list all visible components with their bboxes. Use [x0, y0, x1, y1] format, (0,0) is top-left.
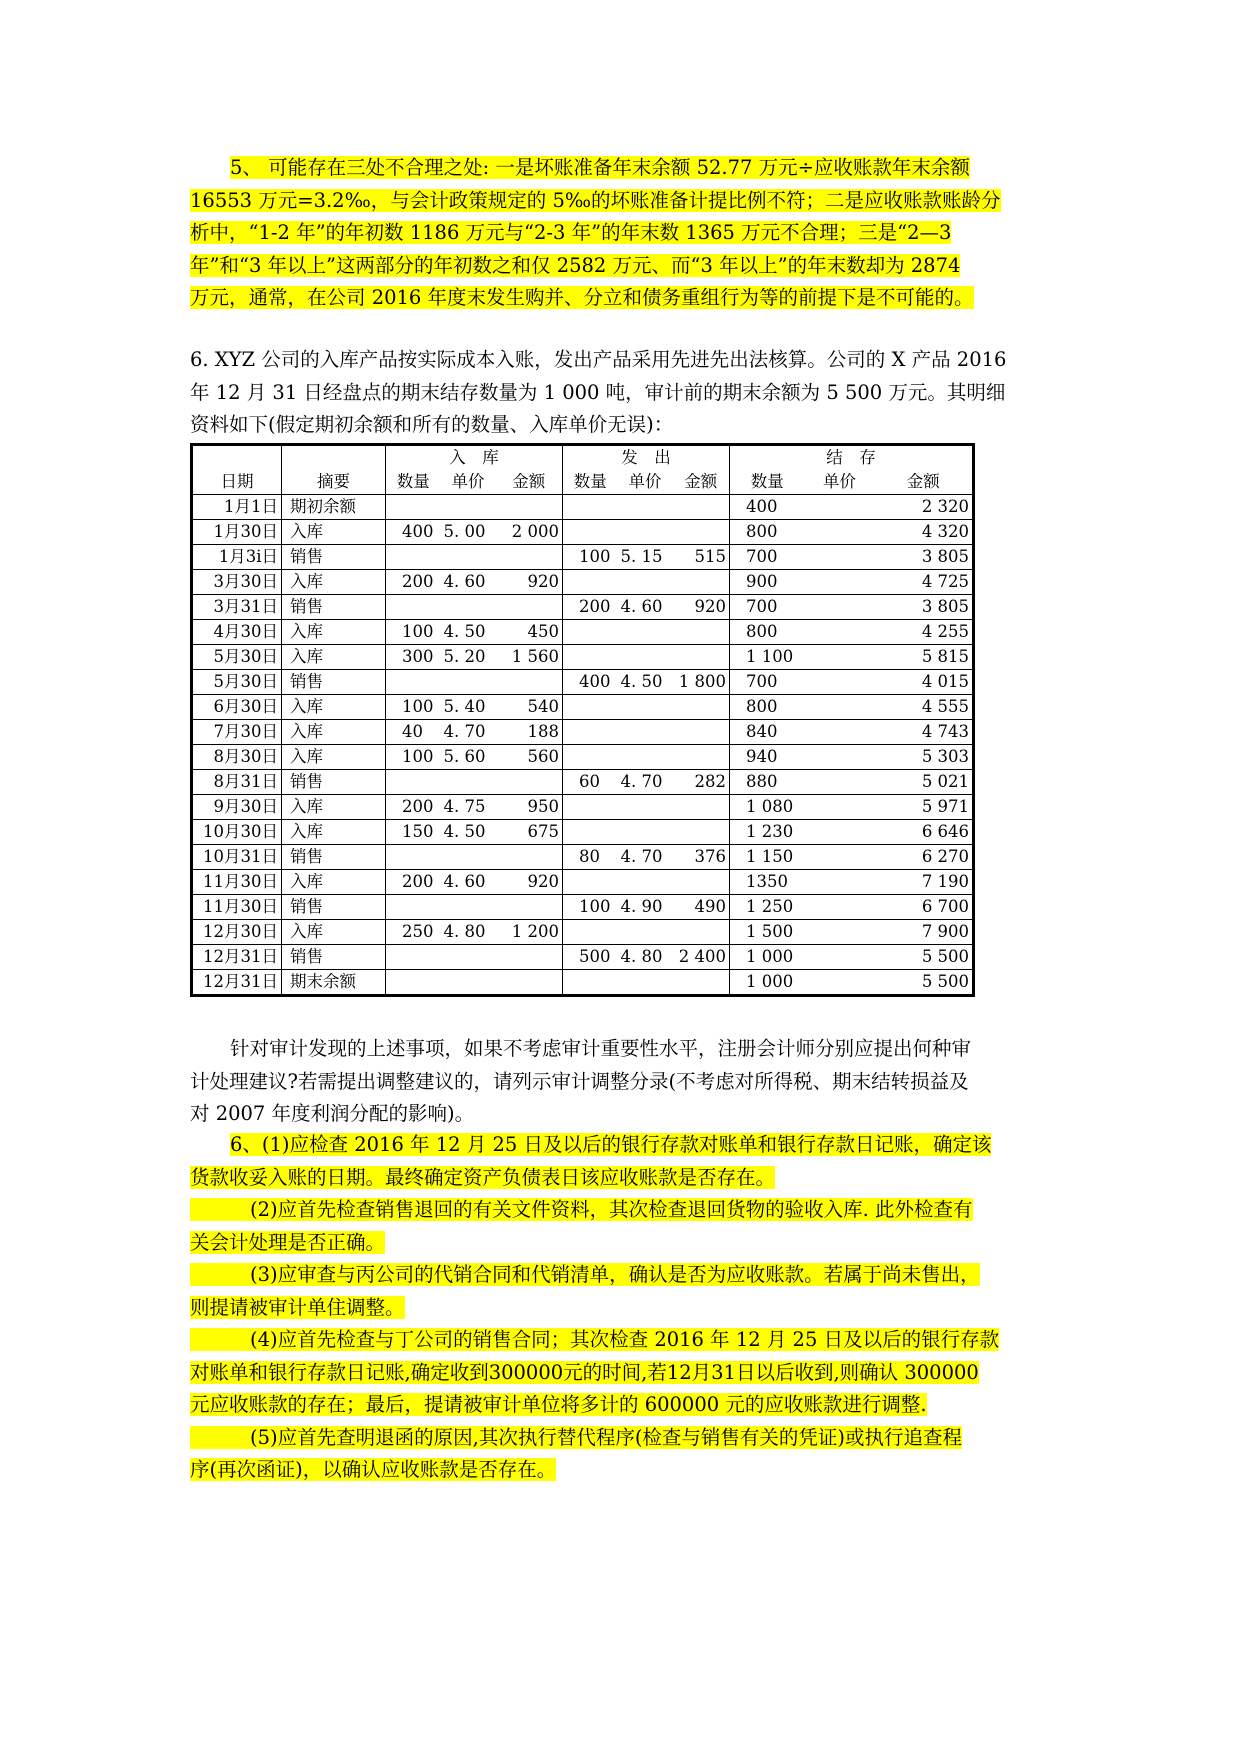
- table-cell: 12月31日: [192, 945, 282, 970]
- table-cell: [441, 495, 496, 520]
- table-cell: 5 500: [875, 945, 974, 970]
- table-cell: [673, 695, 730, 720]
- table-cell: 4. 80: [441, 920, 496, 945]
- table-row: [192, 945, 974, 970]
- table-cell: 5 500: [875, 970, 974, 996]
- table-cell: 入库: [282, 570, 386, 595]
- table-row: [192, 970, 974, 996]
- table-cell: 入库: [282, 645, 386, 670]
- answer-5-line: 析中，“1-2 年”的年初数 1186 万元与“2-3 年”的年末数 1365 万元不合理；三是“2—3: [190, 221, 952, 244]
- table-cell: 400: [730, 495, 805, 520]
- table-cell: [673, 745, 730, 770]
- table-cell: 4 725: [875, 570, 974, 595]
- table-cell: 9月30日: [192, 795, 282, 820]
- table-cell: 920: [496, 570, 563, 595]
- answer-6-line: (5)应首先查明退函的原因,其次执行替代程序(检查与销售有关的凭证)或执行追查程: [190, 1426, 962, 1449]
- table-cell: 4. 70: [618, 845, 673, 870]
- table-cell: 540: [496, 695, 563, 720]
- table-cell: [441, 595, 496, 620]
- table-cell: 40: [386, 720, 441, 745]
- table-cell: 900: [730, 570, 805, 595]
- group-header-out: 发 出: [563, 445, 730, 471]
- answer-6-line: (4)应首先检查与丁公司的销售合同；其次检查 2016 年 12 月 25 日及以后的银行存款: [190, 1328, 999, 1351]
- table-row: [192, 770, 974, 795]
- table-cell: 4. 90: [618, 895, 673, 920]
- table-row: [192, 845, 974, 870]
- table-cell: [805, 920, 875, 945]
- table-cell: 700: [730, 670, 805, 695]
- table-cell: [673, 820, 730, 845]
- table-cell: [441, 770, 496, 795]
- table-cell: [805, 595, 875, 620]
- table-cell: 490: [673, 895, 730, 920]
- table-row: [192, 520, 974, 545]
- table-cell: [673, 870, 730, 895]
- table-cell: [496, 595, 563, 620]
- table-cell: [673, 570, 730, 595]
- table-row: [192, 895, 974, 920]
- table-cell: 6 270: [875, 845, 974, 870]
- group-header-balance: 结 存: [730, 445, 974, 471]
- table-cell: 700: [730, 595, 805, 620]
- answer-5-line: 16553 万元=3.2‰，与会计政策规定的 5‰的坏账准备计提比例不符；二是应收账款账龄分: [190, 188, 1001, 212]
- table-cell: [618, 745, 673, 770]
- answer-6-line: (3)应审查与丙公司的代销合同和代销清单，确认是否为应收账款。若属于尚未售出，: [190, 1263, 980, 1286]
- table-cell: 1 100: [730, 645, 805, 670]
- table-cell: [563, 495, 618, 520]
- table-cell: [805, 670, 875, 695]
- table-cell: [563, 970, 618, 996]
- answer-6-line: 货款收妥入账的日期。最终确定资产负债表日该应收账款是否存在。: [190, 1165, 776, 1189]
- table-cell: [496, 970, 563, 996]
- table-cell: 入库: [282, 920, 386, 945]
- table-cell: [805, 520, 875, 545]
- table-cell: [805, 645, 875, 670]
- table-cell: 1月30日: [192, 520, 282, 545]
- table-cell: [441, 895, 496, 920]
- table-cell: 4 555: [875, 695, 974, 720]
- table-cell: [805, 795, 875, 820]
- table-cell: [563, 820, 618, 845]
- table-cell: 12月31日: [192, 970, 282, 996]
- table-cell: 4 015: [875, 670, 974, 695]
- answer-5-line: 年”和“3 年以上”这两部分的年初数之和仅 2582 万元、而“3 年以上”的年末数却为 2874: [190, 253, 961, 277]
- table-cell: 60: [563, 770, 618, 795]
- column-header: 单价: [805, 470, 875, 495]
- table-cell: [563, 645, 618, 670]
- table-cell: 销售: [282, 595, 386, 620]
- table-cell: 1 230: [730, 820, 805, 845]
- table-cell: 5. 15: [618, 545, 673, 570]
- answer-6-line: (2)应首先检查销售退回的有关文件资料，其次检查退回货物的验收入库. 此外检查有: [190, 1198, 973, 1221]
- table-cell: 300: [386, 645, 441, 670]
- table-cell: [563, 920, 618, 945]
- table-cell: 1月3i日: [192, 545, 282, 570]
- column-header: 数量: [730, 470, 805, 495]
- table-row: [192, 795, 974, 820]
- question-6-tail-line: 针对审计发现的上述事项，如果不考虑审计重要性水平，注册会计师分别应提出何种审: [230, 1037, 972, 1060]
- question-6-paragraph: [190, 344, 1060, 442]
- table-cell: [805, 895, 875, 920]
- table-row: [192, 870, 974, 895]
- table-cell: 5月30日: [192, 670, 282, 695]
- table-cell: [496, 845, 563, 870]
- table-cell: [805, 745, 875, 770]
- answer-6-paragraph: [190, 1129, 1060, 1487]
- table-cell: 4. 70: [441, 720, 496, 745]
- table-cell: [618, 495, 673, 520]
- table-cell: 销售: [282, 845, 386, 870]
- table-cell: 4. 60: [441, 570, 496, 595]
- table-cell: 675: [496, 820, 563, 845]
- table-cell: 4 320: [875, 520, 974, 545]
- table-cell: [441, 845, 496, 870]
- table-cell: [618, 870, 673, 895]
- table-cell: [618, 645, 673, 670]
- table-cell: [805, 720, 875, 745]
- table-cell: 100: [386, 695, 441, 720]
- table-row: [192, 645, 974, 670]
- table-cell: 1 000: [730, 945, 805, 970]
- table-cell: 5. 00: [441, 520, 496, 545]
- table-cell: 376: [673, 845, 730, 870]
- table-cell: [618, 970, 673, 996]
- table-sub-header-row: [192, 470, 974, 495]
- question-6-instructions: [190, 1033, 1060, 1131]
- table-cell: 入库: [282, 795, 386, 820]
- table-cell: [673, 495, 730, 520]
- table-cell: 515: [673, 545, 730, 570]
- table-cell: [386, 770, 441, 795]
- table-row: [192, 545, 974, 570]
- table-cell: 700: [730, 545, 805, 570]
- table-cell: [673, 520, 730, 545]
- answer-5-paragraph: [190, 152, 1060, 315]
- table-cell: 1 200: [496, 920, 563, 945]
- table-row: [192, 595, 974, 620]
- table-cell: [496, 545, 563, 570]
- table-row: [192, 745, 974, 770]
- table-cell: 销售: [282, 770, 386, 795]
- table-row: [192, 620, 974, 645]
- column-header: 摘要: [282, 470, 386, 495]
- table-cell: 950: [496, 795, 563, 820]
- table-cell: 200: [386, 570, 441, 595]
- column-header: 数量: [386, 470, 441, 495]
- table-cell: [386, 545, 441, 570]
- table-cell: 6月30日: [192, 695, 282, 720]
- table-cell: 800: [730, 695, 805, 720]
- table-cell: 4. 70: [618, 770, 673, 795]
- table-cell: 8月31日: [192, 770, 282, 795]
- table-cell: 1 150: [730, 845, 805, 870]
- table-cell: [805, 695, 875, 720]
- table-cell: [805, 970, 875, 996]
- table-cell: 1 560: [496, 645, 563, 670]
- table-cell: 12月30日: [192, 920, 282, 945]
- table-cell: 6 646: [875, 820, 974, 845]
- table-cell: 840: [730, 720, 805, 745]
- table-cell: [496, 895, 563, 920]
- table-cell: [563, 570, 618, 595]
- table-cell: 2 320: [875, 495, 974, 520]
- table-cell: 1350: [730, 870, 805, 895]
- table-cell: 4 743: [875, 720, 974, 745]
- table-cell: [386, 595, 441, 620]
- table-cell: 940: [730, 745, 805, 770]
- table-cell: [496, 945, 563, 970]
- answer-5-line: 5、 可能存在三处不合理之处: 一是坏账准备年末余额 52.77 万元÷应收账款年末余额: [230, 156, 970, 179]
- table-cell: 入库: [282, 820, 386, 845]
- table-cell: 5 815: [875, 645, 974, 670]
- question-6-line: 年 12 月 31 日经盘点的期末结存数量为 1 000 吨，审计前的期末余额为 5 500 万元。其明细: [190, 380, 1006, 404]
- table-body: [192, 495, 974, 996]
- table-cell: 4. 60: [441, 870, 496, 895]
- table-cell: 920: [496, 870, 563, 895]
- table-group-header-row: [192, 445, 974, 471]
- table-cell: 920: [673, 595, 730, 620]
- table-cell: 4. 75: [441, 795, 496, 820]
- table-cell: 1 080: [730, 795, 805, 820]
- table-cell: 入库: [282, 745, 386, 770]
- table-cell: 7 900: [875, 920, 974, 945]
- table-cell: [496, 495, 563, 520]
- table-cell: 期末余额: [282, 970, 386, 996]
- table-cell: 200: [386, 795, 441, 820]
- table-cell: [563, 695, 618, 720]
- table-cell: 5月30日: [192, 645, 282, 670]
- table-cell: [618, 795, 673, 820]
- table-cell: [441, 945, 496, 970]
- table-cell: 7月30日: [192, 720, 282, 745]
- table-cell: [805, 845, 875, 870]
- table-cell: [496, 670, 563, 695]
- column-header: 数量: [563, 470, 618, 495]
- table-row: [192, 695, 974, 720]
- table-cell: 11月30日: [192, 895, 282, 920]
- table-row: [192, 920, 974, 945]
- table-cell: 5. 40: [441, 695, 496, 720]
- table-cell: 10月31日: [192, 845, 282, 870]
- question-6-tail-line: 计处理建议?若需提出调整建议的，请列示审计调整分录(不考虑对所得税、期末结转损益及: [190, 1069, 969, 1093]
- column-header: 单价: [441, 470, 496, 495]
- table-cell: [618, 720, 673, 745]
- table-cell: 5. 60: [441, 745, 496, 770]
- table-cell: 2 400: [673, 945, 730, 970]
- table-cell: 800: [730, 620, 805, 645]
- question-6-tail-line: 对 2007 年度利润分配的影响)。: [190, 1102, 475, 1125]
- table-cell: [673, 970, 730, 996]
- table-cell: 10月30日: [192, 820, 282, 845]
- table-cell: [618, 920, 673, 945]
- table-row: [192, 820, 974, 845]
- answer-5-line: 万元，通常，在公司 2016 年度末发生购并、分立和债务重组行为等的前提下是不可能的。: [190, 286, 974, 309]
- table-cell: 期初余额: [282, 495, 386, 520]
- column-header: 日期: [192, 470, 282, 495]
- table-cell: 6 700: [875, 895, 974, 920]
- question-6-line: 资料如下(假定期初余额和所有的数量、入库单价无误)：: [190, 413, 674, 436]
- answer-6-line: 序(再次函证)，以确认应收账款是否存在。: [190, 1458, 557, 1481]
- table-row: [192, 670, 974, 695]
- table-cell: [618, 620, 673, 645]
- table-cell: [673, 795, 730, 820]
- table-cell: 销售: [282, 895, 386, 920]
- table-cell: [563, 520, 618, 545]
- answer-6-line: 元应收账款的存在；最后，提请被审计单位将多计的 600000 元的应收账款进行调整.: [190, 1393, 927, 1416]
- table-cell: 3月30日: [192, 570, 282, 595]
- table-cell: 880: [730, 770, 805, 795]
- table-cell: 3 805: [875, 595, 974, 620]
- table-cell: 500: [563, 945, 618, 970]
- table-cell: 2 000: [496, 520, 563, 545]
- table-cell: 入库: [282, 520, 386, 545]
- table-cell: [441, 970, 496, 996]
- table-cell: 入库: [282, 720, 386, 745]
- table-cell: 4 255: [875, 620, 974, 645]
- table-cell: 4. 50: [618, 670, 673, 695]
- table-cell: [386, 895, 441, 920]
- table-cell: 3 805: [875, 545, 974, 570]
- table-cell: 100: [563, 895, 618, 920]
- table-cell: [563, 720, 618, 745]
- table-cell: 3月31日: [192, 595, 282, 620]
- table-cell: 5. 20: [441, 645, 496, 670]
- table-cell: 80: [563, 845, 618, 870]
- table-cell: 入库: [282, 695, 386, 720]
- table-cell: 800: [730, 520, 805, 545]
- table-cell: [496, 770, 563, 795]
- table-cell: [673, 720, 730, 745]
- table-cell: 5 971: [875, 795, 974, 820]
- inventory-ledger-table: [190, 443, 975, 997]
- table-cell: 400: [386, 520, 441, 545]
- table-cell: 1 250: [730, 895, 805, 920]
- table-cell: 销售: [282, 545, 386, 570]
- table-cell: 188: [496, 720, 563, 745]
- table-cell: [673, 620, 730, 645]
- table-cell: 282: [673, 770, 730, 795]
- table-cell: [673, 920, 730, 945]
- table-cell: 4. 80: [618, 945, 673, 970]
- table-cell: 1 500: [730, 920, 805, 945]
- table-cell: 450: [496, 620, 563, 645]
- table-cell: 100: [386, 620, 441, 645]
- table-cell: 1 000: [730, 970, 805, 996]
- table-cell: [386, 845, 441, 870]
- table-cell: 销售: [282, 670, 386, 695]
- table-cell: 8月30日: [192, 745, 282, 770]
- table-row: [192, 570, 974, 595]
- table-cell: [805, 870, 875, 895]
- table-cell: [386, 670, 441, 695]
- table-cell: 入库: [282, 870, 386, 895]
- table-cell: [386, 970, 441, 996]
- group-header-in: 入 库: [386, 445, 563, 471]
- column-header: 单价: [618, 470, 673, 495]
- table-cell: [563, 870, 618, 895]
- table-cell: 1 800: [673, 670, 730, 695]
- table-cell: 11月30日: [192, 870, 282, 895]
- table-cell: 1月1日: [192, 495, 282, 520]
- table-cell: 7 190: [875, 870, 974, 895]
- column-header: 金额: [496, 470, 563, 495]
- table-cell: [441, 670, 496, 695]
- table-cell: [563, 745, 618, 770]
- answer-6-line: 6、(1)应检查 2016 年 12 月 25 日及以后的银行存款对账单和银行存款日记账，确定该: [230, 1133, 992, 1156]
- table-cell: [618, 695, 673, 720]
- table-cell: [618, 520, 673, 545]
- table-cell: [805, 770, 875, 795]
- column-header: 金额: [673, 470, 730, 495]
- table-cell: [805, 620, 875, 645]
- table-cell: 560: [496, 745, 563, 770]
- column-header: 金额: [875, 470, 974, 495]
- table-cell: 100: [563, 545, 618, 570]
- answer-6-line: 关会计处理是否正确。: [190, 1230, 386, 1254]
- table-row: [192, 720, 974, 745]
- table-cell: 100: [386, 745, 441, 770]
- table-cell: [805, 545, 875, 570]
- table-cell: 400: [563, 670, 618, 695]
- table-cell: [563, 620, 618, 645]
- table-cell: 5 303: [875, 745, 974, 770]
- table-cell: 4. 50: [441, 620, 496, 645]
- table-cell: [805, 820, 875, 845]
- table-cell: [618, 570, 673, 595]
- table-cell: 200: [386, 870, 441, 895]
- table-row: [192, 495, 974, 520]
- answer-6-line: 则提请被审计单住调整。: [190, 1295, 405, 1319]
- table-cell: 销售: [282, 945, 386, 970]
- table-cell: 250: [386, 920, 441, 945]
- table-cell: [805, 945, 875, 970]
- table-cell: [673, 645, 730, 670]
- table-cell: [805, 495, 875, 520]
- table-cell: [805, 570, 875, 595]
- table-cell: 4. 60: [618, 595, 673, 620]
- table-cell: [618, 820, 673, 845]
- table-cell: [386, 495, 441, 520]
- table-cell: [386, 945, 441, 970]
- table-cell: 150: [386, 820, 441, 845]
- table-cell: [563, 795, 618, 820]
- table-cell: 200: [563, 595, 618, 620]
- table-cell: 入库: [282, 620, 386, 645]
- question-6-line: 6. XYZ 公司的入库产品按实际成本入账，发出产品采用先进先出法核算。公司的 X 产品 2016: [190, 348, 1007, 371]
- table-cell: 4. 50: [441, 820, 496, 845]
- table-cell: 5 021: [875, 770, 974, 795]
- table-cell: 4月30日: [192, 620, 282, 645]
- table-cell: [441, 545, 496, 570]
- answer-6-line: 对账单和银行存款日记账,确定收到300000元的时间,若12月31日以后收到,则确认 300000: [190, 1360, 979, 1384]
